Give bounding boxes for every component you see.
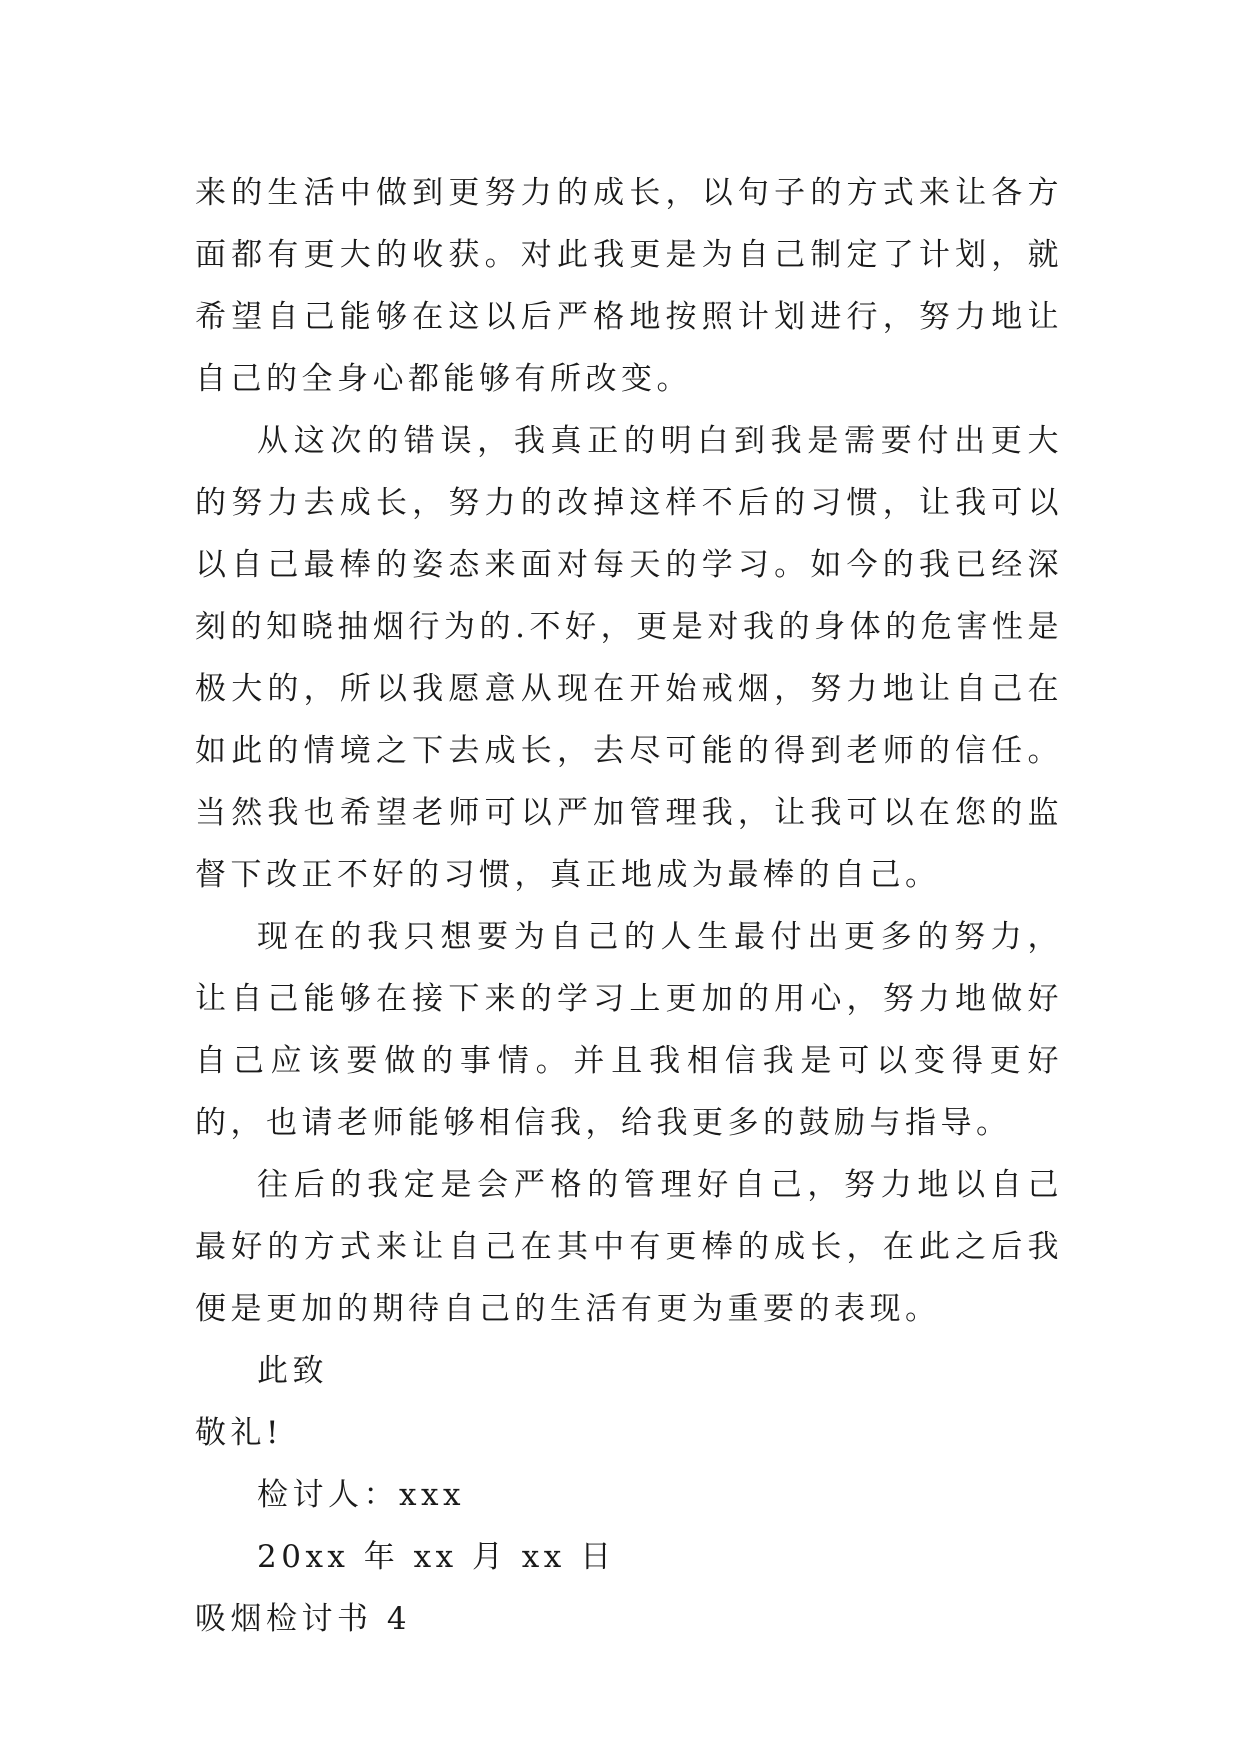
paragraph-mistake: 从这次的错误，我真正的明白到我是需要付出更大的努力去成长，努力的改掉这样不后的习惯，让我可以以自己最棒的姿态来面对每天的学习。如今的我已经深刻的知晓抽烟行为的.不好，更是对我的身体的危害性是极大的，所以我愿意从现在开始戒烟，努力地让自己在如此的情境之下去成长，去尽可能的得到老师的信任。当然我也希望老师可以严加管理我，让我可以在您的监督下改正不好的习惯，真正地成为最棒的自己。 bbox=[195, 423, 1063, 893]
document-body bbox=[195, 162, 1063, 1650]
paragraph-continuation: 来的生活中做到更努力的成长，以句子的方式来让各方面都有更大的收获。对此我更是为自己制定了计划，就希望自己能够在这以后严格地按照计划进行，努力地让自己的全身心都能够有所改变。 bbox=[195, 175, 1063, 397]
signature-line: 检讨人：xxx bbox=[257, 1477, 465, 1513]
date-line: 20xx 年 xx 月 xx 日 bbox=[257, 1539, 616, 1575]
paragraph-effort: 现在的我只想要为自己的人生最付出更多的努力，让自己能够在接下来的学习上更加的用心，努力地做好自己应该要做的事情。并且我相信我是可以变得更好的，也请老师能够相信我，给我更多的鼓励与指导。 bbox=[195, 919, 1063, 1141]
closing-line: 此致 bbox=[257, 1353, 328, 1389]
salute-line: 敬礼! bbox=[195, 1415, 283, 1451]
next-section-title: 吸烟检讨书 4 bbox=[195, 1601, 412, 1637]
paragraph-future: 往后的我定是会严格的管理好自己，努力地以自己最好的方式来让自己在其中有更棒的成长，在此之后我便是更加的期待自己的生活有更为重要的表现。 bbox=[195, 1167, 1063, 1327]
